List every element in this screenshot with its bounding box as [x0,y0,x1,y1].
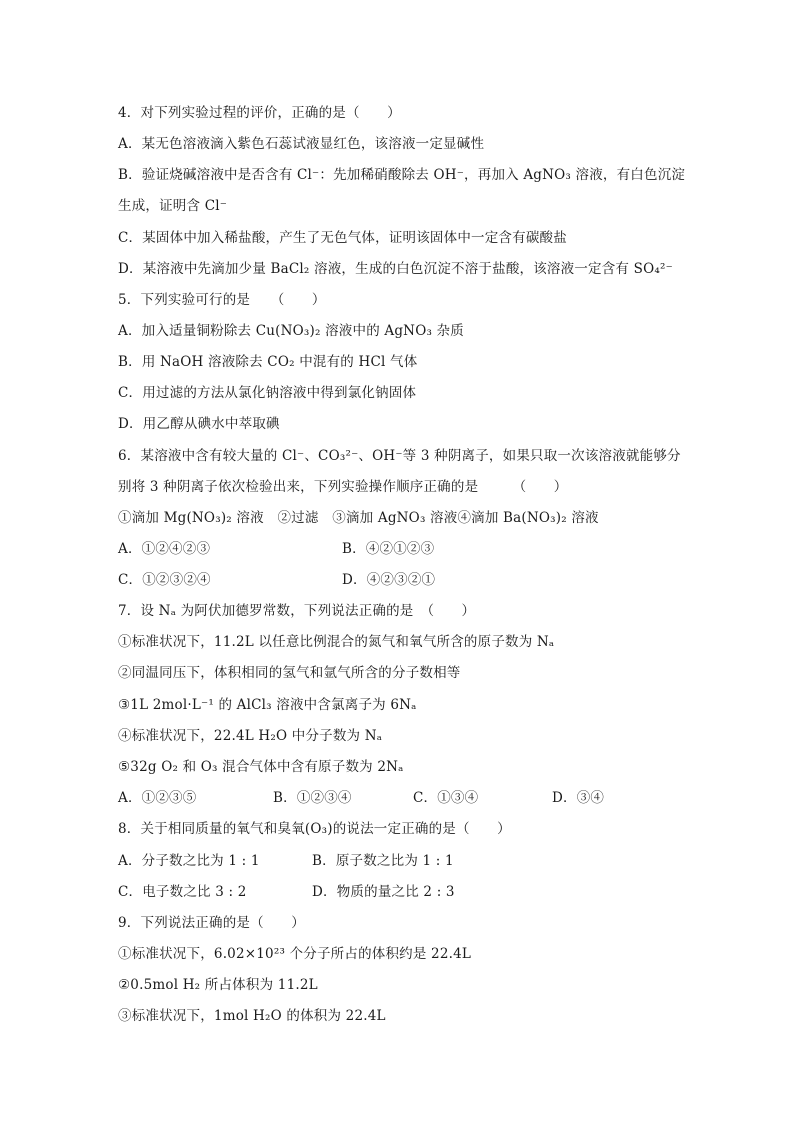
q7-statement-2: ②同温同压下，体积相同的氢气和氩气所含的分子数相等 [118,665,461,681]
q5-option-a: A．加入适量铜粉除去 Cu(NO₃)₂ 溶液中的 AgNO₃ 杂质 [118,323,464,339]
q7-option-a: A．①②③⑤ [118,790,197,806]
q8-option-d: D．物质的量之比 2 : 3 [312,884,455,900]
q7-statement-5: ⑤32g O₂ 和 O₃ 混合气体中含有原子数为 2Nₐ [118,759,404,775]
q7-stem: 7．设 Nₐ 为阿伏加德罗常数，下列说法正确的是 （ ） [118,603,476,619]
q4-option-b-line1: B．验证烧碱溶液中是否含有 Cl⁻：先加稀硝酸除去 OH⁻，再加入 AgNO₃ 溶液，有白色沉淀 [118,167,686,183]
q7-statement-4: ④标准状况下，22.4L H₂O 中分子数为 Nₐ [118,728,383,744]
q7-statement-1: ①标准状况下，11.2L 以任意比例混合的氮气和氧气所含的原子数为 Nₐ [118,634,555,650]
q8-option-a: A．分子数之比为 1 : 1 [118,853,260,869]
q4-option-d: D．某溶液中先滴加少量 BaCl₂ 溶液，生成的白色沉淀不溶于盐酸，该溶液一定含有 SO₄²⁻ [118,261,673,277]
q5-option-c: C．用过滤的方法从氯化钠溶液中得到氯化钠固体 [118,385,417,401]
q6-stem-line2: 别将 3 种阴离子依次检验出来，下列实验操作顺序正确的是 （ ） [118,479,568,495]
q8-option-b: B．原子数之比为 1 : 1 [312,853,454,869]
q7-option-b: B．①②③④ [273,790,352,806]
q7-statement-3: ③1L 2mol·L⁻¹ 的 AlCl₃ 溶液中含氯离子为 6Nₐ [118,697,417,713]
q9-statement-1: ①标准状况下，6.02×10²³ 个分子所占的体积约是 22.4L [118,946,472,962]
q4-stem: 4．对下列实验过程的评价，正确的是（ ） [118,105,401,121]
q6-stem-line1: 6．某溶液中含有较大量的 Cl⁻、CO₃²⁻、OH⁻等 3 种阴离子，如果只取一次该溶液就能够分 [118,448,681,464]
q9-statement-3: ③标准状况下，1mol H₂O 的体积为 22.4L [118,1008,386,1024]
q4-option-b-line2: 生成，证明含 Cl⁻ [118,198,228,214]
q8-option-c: C．电子数之比 3 : 2 [118,884,247,900]
q7-option-c: C．①③④ [413,790,479,806]
q5-option-b: B．用 NaOH 溶液除去 CO₂ 中混有的 HCl 气体 [118,354,418,370]
q6-option-d: D．④②③②① [342,572,436,588]
q7-option-d: D．③④ [552,790,605,806]
q4-option-a: A．某无色溶液滴入紫色石蕊试液显红色，该溶液一定显碱性 [118,136,485,152]
q8-stem: 8．关于相同质量的氧气和臭氧(O₃)的说法一定正确的是（ ） [118,821,511,837]
q6-option-b: B．④②①②③ [342,541,435,557]
q4-option-c: C．某固体中加入稀盐酸，产生了无色气体，证明该固体中一定含有碳酸盐 [118,230,567,246]
q6-steps: ①滴加 Mg(NO₃)₂ 溶液 ②过滤 ③滴加 AgNO₃ 溶液④滴加 Ba(NO₃)₂ 溶液 [118,510,599,526]
q5-stem: 5．下列实验可行的是 （ ） [118,292,326,308]
q9-statement-2: ②0.5mol H₂ 所占体积为 11.2L [118,977,318,993]
q5-option-d: D．用乙醇从碘水中萃取碘 [118,416,280,432]
q6-option-c: C．①②③②④ [118,572,211,588]
q9-stem: 9．下列说法正确的是（ ） [118,915,305,931]
q6-option-a: A．①②④②③ [118,541,211,557]
